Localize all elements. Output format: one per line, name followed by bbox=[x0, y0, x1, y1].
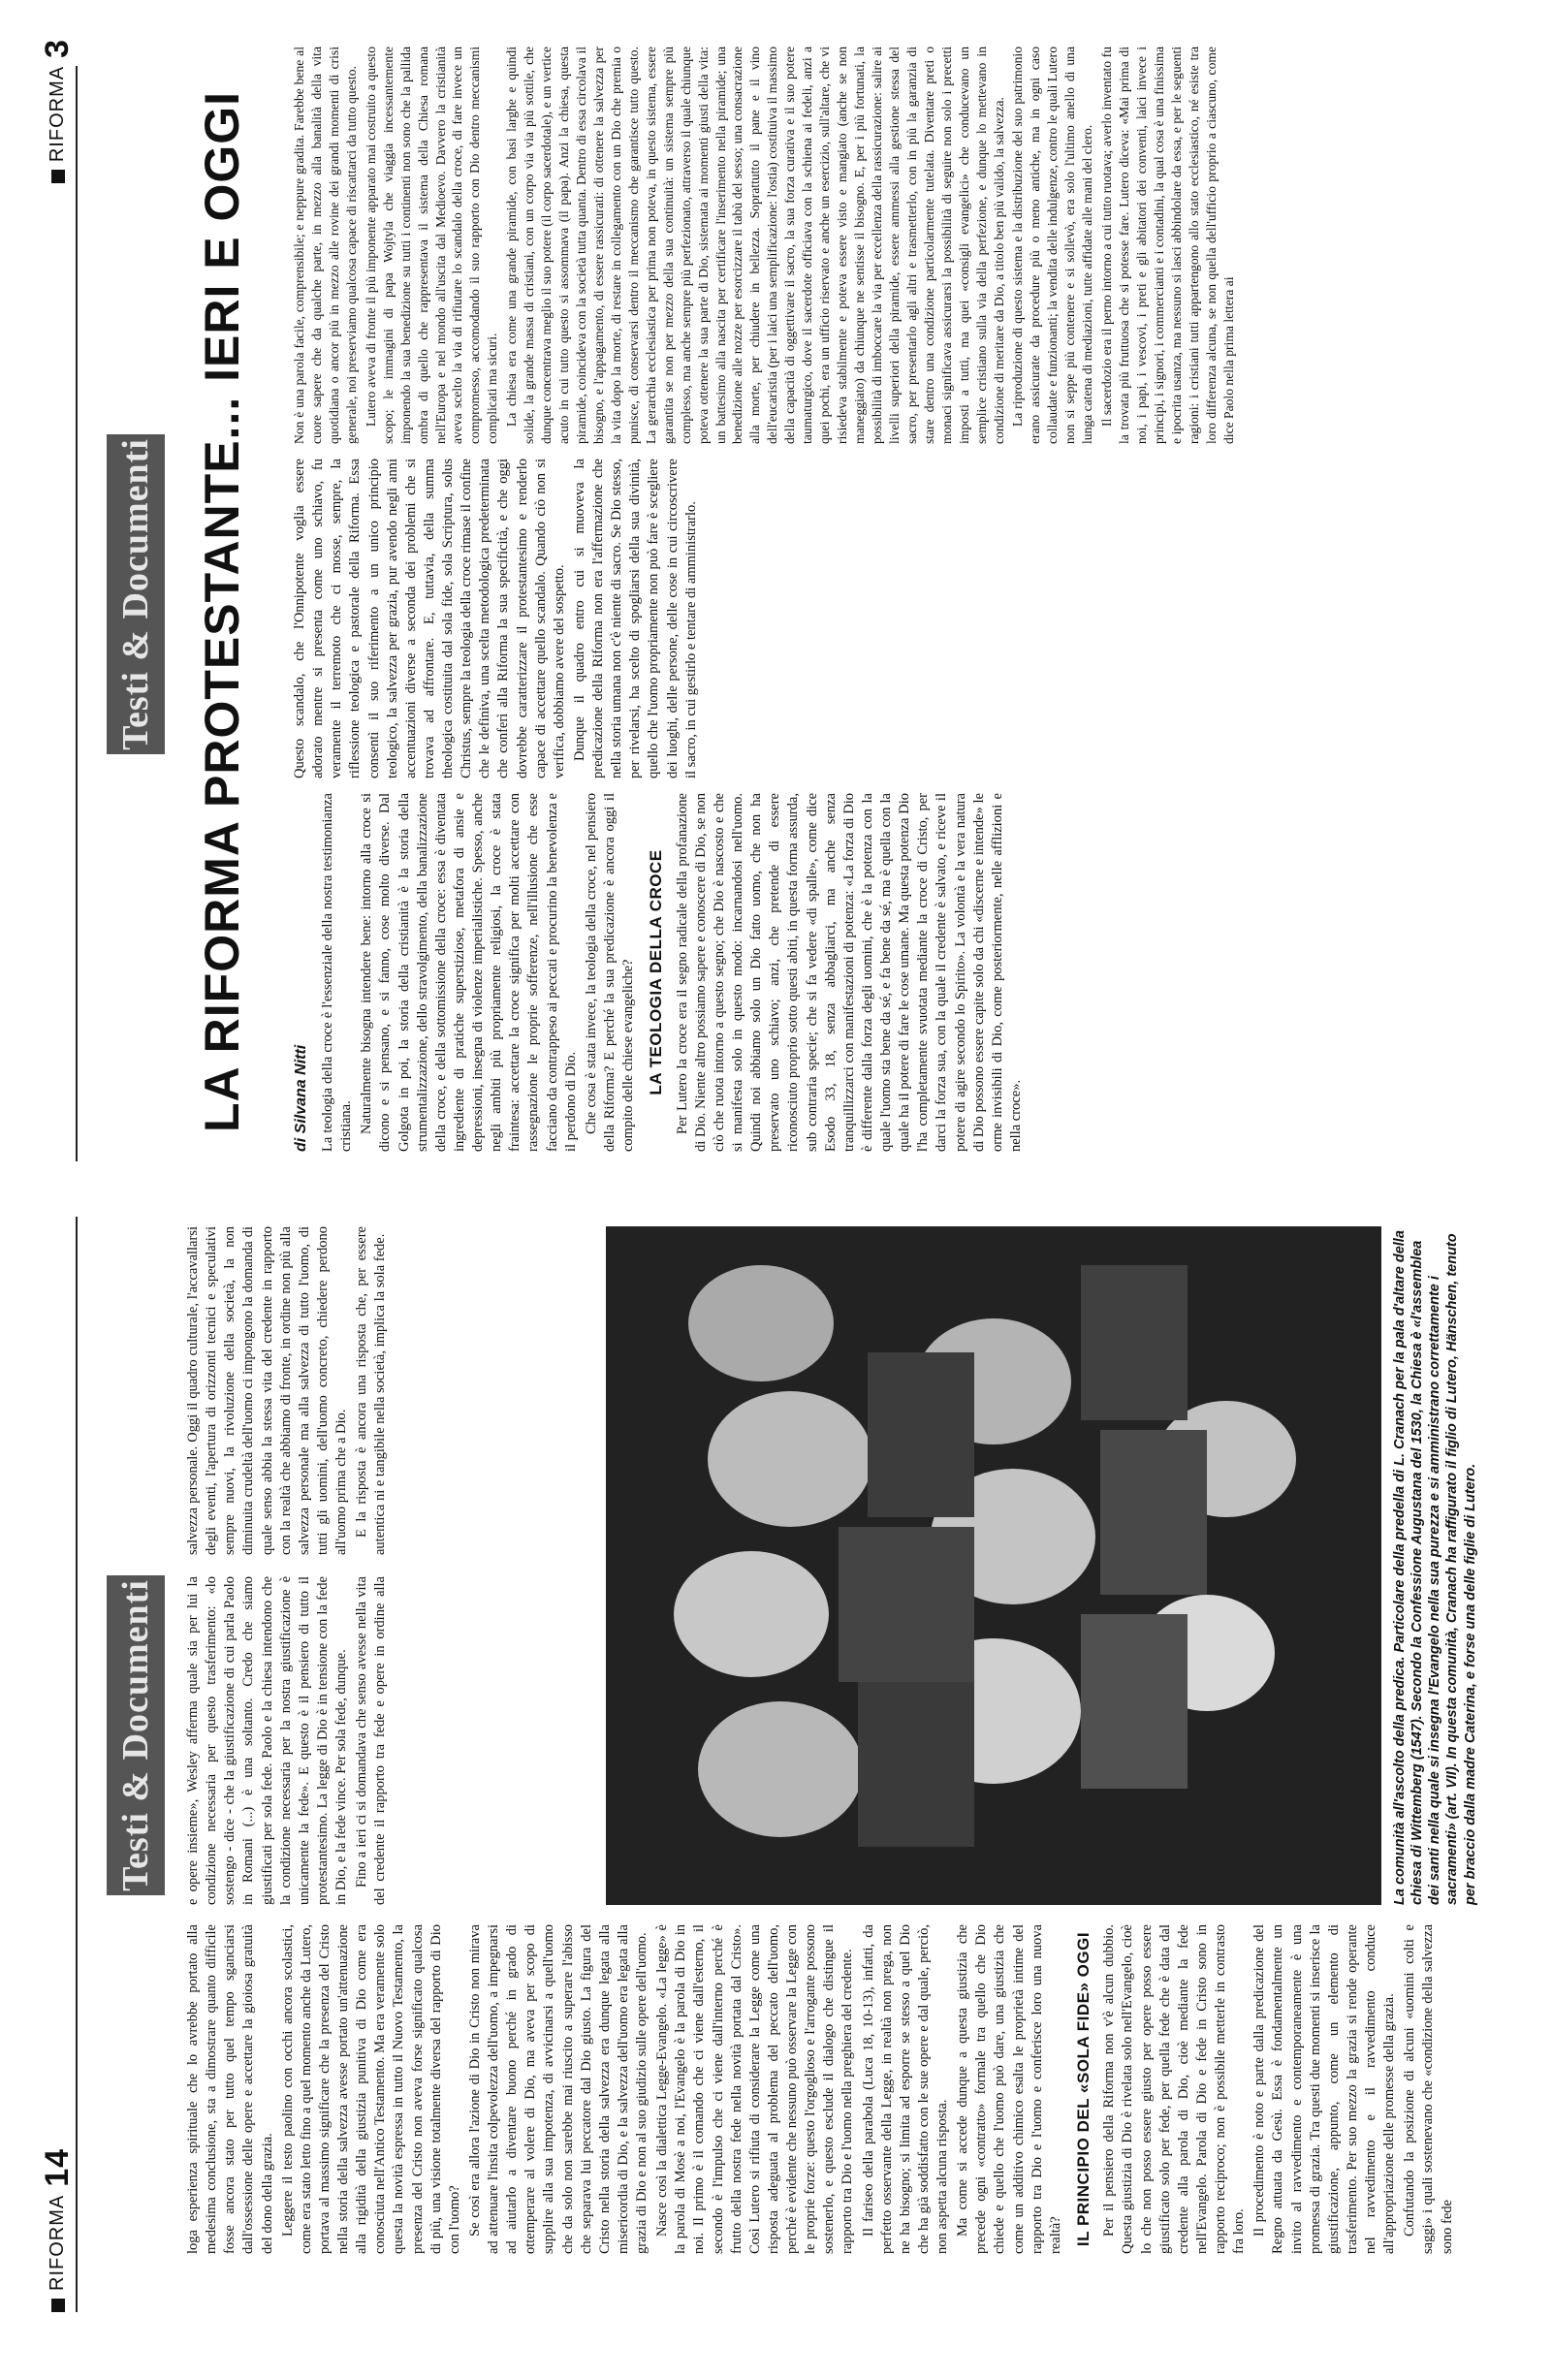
folio-right bbox=[39, 39, 77, 183]
paragraph: Naturalmente bisogna intendere bene: intorno alla croce si dicono e si pensano, e si fanno, cose molto diverse. Dal Golgota in poi, la storia della cristianità è la storia della strumentalizzazione, dello stravolgimento, della banalizzazione della croce, e della sottomissione della croce: essa è diventata ingrediente di pratiche superstiziose, metafora di ansie e depressioni, insegna di violenze imperialistiche. Spesso, anche negli ambiti più propriamente religiosi, la croce è stata fraintesa: accettare la croce significa per molti accettare con rassegnazione le proprie sofferenze, nell'illusione che esse facciano da contrappeso ai peccati e procurino la benevolenza e il perdono di Dio. bbox=[359, 793, 579, 1152]
paragraph: La chiesa era come una grande piramide, con basi larghe e quindi solide, la grande massa di cristiani, con un corpo via via più sottile, che dunque concentrava meglio il suo potere (il corpo sacerdotale), e un vertice acuto in cui tutto questo si assommava (il papa). Anzi la chiesa, questa piramide, coincideva con la società tutta quanta. Dentro di essa circolava il bisogno, e l'appagamento, di essere rassicurati: di ottenere la salvezza per la vita dopo la morte, di restare in collegamento con un Dio che premia o punisce, di conservarsi dentro il meccanismo che garantisce tutto questo. La gerarchia ecclesiastica per prima non poteva, in questo sistema, essere garantita se non per mezzo della sua continuità: un sistema sempre più complesso, ma anche sempre più perfezionato, attraverso il quale chiunque poteva ottenere la sua parte di Dio, sistemata ai momenti giusti della vita: un battesimo alla nascita per certificare l'inserimento nella piramide; una benedizione alle nozze per esorcizzare il tabù del sesso; una consacrazione alla morte, per chiudere in bellezza. Soprattutto il pane e il vino dell'eucaristia (per i laici una semplificazione: l'ostia) costituiva il massimo della capacità di oggettivare il sacro, la sua forza curativa e il suo potere taumaturgico, dove il sacerdote officiava con la schiena ai fedeli, anzi a quei pochi, era un ufficio riservato e anche un esercizio, sull'altare, che vi risiedeva stabilmente e poteva essere visto e mangiato (anche se non maneggiato) da chiunque ne sentisse il bisogno. E, per i più fortunati, la possibilità di imboccare la via per eccellenza della rassicurazione: salire ai livelli superiori della piramide, essere ammessi alla gestione stessa del sacro, per presentarlo agli altri e trasmetterlo, con in più la garanzia di stare dentro una condizione particolarmente tutelata. Diventare preti o monaci significava assicurarsi la possibilità di seguire non solo i precetti imposti a tutti, ma quei «consigli evangelici» che conducevano un semplice cristiano sulla via della perfezione, e dunque lo mettevano in condizione di meritare da Dio, a titolo ben più valido, la salvezza. bbox=[504, 47, 1006, 444]
paragraph: Questo scandalo, che l'Onnipotente voglia essere adorato mentre si presenta come uno schiavo, fu veramente il terremoto che ci mosse, sempre, la riflessione teologica e pastorale della Riforma. Essa consentì il suo riferimento a un unico principio teologico, la salvezza per grazia, pur avendo negli anni accentuazioni diverse a seconda dei problemi che si trovava ad affrontare. E, tuttavia, della summa theologica costituita dal sola fide, sola Scriptura, solus Christus, sempre la teologia della croce rimase il confine che le definiva, una scelta metodologica predeterminata che conferì alla Riforma la sua specificità, e che oggi dovrebbe caratterizzare il protestantesimo e renderlo capace di accettare quello scandalo. Quando ciò non si verifica, dobbiamo avere del sospetto. bbox=[292, 459, 567, 778]
paragraph: Il sacerdozio era il perno intorno a cui tutto ruotava; averlo inventato fu la trovata più fruttuosa che si potesse fare. Lutero diceva: «Mai prima di noi, i papi, i vescovi, i preti e gli abitatori dei conventi, laici invece i principi, i signori, i commercianti e i contadini, la qual cosa è una finissima e ipocrita usanza, ma nessuno si lasci abbindolare da essa, e per le seguenti ragioni: i cristiani tutti appartengono allo stato ecclesiastico, né esiste tra loro differenza alcuna, se non quella dell'ufficio proprio a ciascuno, come dice Paolo nella prima lettera ai bbox=[1099, 47, 1236, 444]
right-column-1 bbox=[291, 793, 1541, 1152]
paragraph: e opere insieme», Wesley afferma quale sia per lui la condizione necessaria per questo trasferimento: «lo sostengo - dice - che la giustificazione di cui parla Paolo in Romani (...) è una soltanto. Credo che siamo giustificati per sola fede. Paolo e la chiesa intendono che la condizione necessaria per la nostra giustificazione è unicamente la fede». E questo è il pensiero di tutto il protestantesimo. La legge di Dio è in tensione con la fede in Dio, e la fede vince. Per sola fede, dunque. bbox=[185, 1576, 349, 1905]
paragraph: Per Lutero la croce era il segno radicale della profanazione di Dio. Niente altro possiamo sapere e conoscere di Dio, se non ciò che ruota intorno a questo segno; che Dio è nascosto e che si manifesta solo in questo modo: incarnandosi nell'uomo. Quindi noi abbiamo solo un Dio fatto uomo, che non ha preservato uno schiavo; anzi, che pretende di essere riconosciuto proprio sotto questi abiti, in questa forma assurda, sub contraria specie; che si fa vedere «di spalle», come dice Esodo 33, 18, senza abbagliarci, ma anche senza tranquillizzarci con manifestazioni di potenza: «La forza di Dio è differente dalla forza degli uomini, che è la potenza con la quale l'uomo sta bene da sé, e fa bene da sé, ma è quella con la quale ha il potere di fare le cose umane. Ma questa potenza Dio l'ha completamente svuotata mediante la croce di Cristo, per darci la forza sua, con la quale il credente è salvato, e riceve il potere di agire secondo lo Spirito». La volontà e la vera natura di Dio possono essere capite solo da chi «discerne e intende» le orme invisibili di Dio, come posteriormente, nelle afflizioni e nella croce». bbox=[674, 793, 1024, 1152]
right-column-2 bbox=[291, 459, 1541, 778]
subheading: IL PRINCIPIO DEL «SOLA FIDE» OGGI bbox=[1073, 1931, 1093, 2247]
folio-square-icon bbox=[51, 170, 65, 183]
paragraph: Fino a ieri ci si domandava che senso avesse nella vita del credente il rapporto tra fede e opere in ordine alla salvezza personale. Oggi il quadro culturale, l'accavallarsi degli eventi, l'apertura di orizzonti tecnici e speculativi sempre nuovi, la rivoluzione della società, la non diminuita crudeltà dell'uomo ci impongono la domanda di quale senso abbia la stessa vita del credente in rapporto con la realtà che abbiamo di fronte, in ordine non più alla salvezza personale ma alla salvezza di tutto l'uomo, di tutti gli uomini, dell'uomo concreto, chiedere perdono all'uomo prima che a Dio. bbox=[185, 1226, 389, 1905]
paragraph: Nasce così la dialettica Legge-Evangelo. «La legge» è la parola di Mosè a noi, l'Evangelo è la parola di Dio in noi. Il primo è il comando che ci viene dall'esterno, il secondo è l'impulso che ci viene dall'interno perché è frutto della nostra fede nella novità portata dal Cristo». Così Lutero si rifiuta di considerare la Legge come una risposta adeguata al problema del peccato dell'uomo, perché è evidente che nessuno può osservare la Legge con le proprie forze: questo l'orgoglioso e l'arrogante possono sostenerlo, e questo esclude il dialogo che distingue il rapporto tra Dio e l'uomo nella preghiera del credente. bbox=[654, 1924, 856, 2254]
paragraph: Confutando la posizione di alcuni «uomini colti e saggi» i quali sostenevano che «condizione della salvezza sono fede bbox=[1402, 1924, 1455, 2254]
left-column-2 bbox=[184, 1226, 591, 1905]
paragraph: E la risposta è ancora una risposta che, per essere autentica ni e tangibile nella società, implica la sola fede. bbox=[354, 1226, 389, 1555]
paragraph: Ma come si accede dunque a questa giustizia che precede ogni «contratto» formale tra quello che Dio chiede e quello che l'uomo può dare, una giustizia che come un additivo chimico esalta le proprietà intime del rapporto tra Dio e l'uomo e conferisce loro una nuova realtà? bbox=[955, 1924, 1063, 2254]
paragraph: Se così era allora l'azione di Dio in Cristo non mirava ad attenuare l'insita colpevolezza dell'uomo, a impegnarsi ad aiutarlo a diventare buono perché in grado di ottemperare al volere di Dio, ma aveva per scopo di supplire alla sua impotenza, di avvicinarsi a quell'uomo che da solo non sarebbe mai riuscito a superare l'abisso che separava lui peccatore dal Dio giusto. La figura del Cristo nella storia della salvezza era dunque legata alla misericordia di Dio, e la salvezza dell'uomo era legata alla grazia di Dio e non al suo giudizio sulle opere dell'uomo. bbox=[466, 1924, 649, 2254]
byline: di Silvana Nitti bbox=[293, 1044, 309, 1152]
folio-left bbox=[39, 2148, 77, 2312]
cranach-predella-photo bbox=[606, 1226, 1381, 1905]
paragraph: Non è una parola facile, comprensibile; e neppure gradita. Farebbe bene al cuore sapere che da qualche parte, in mezzo alla banalità della vita quotidiana o ancor più in mezzo alle rovine dei grandi momenti di crisi generale, noi preserviamo qualcosa capace di riscattarci da tutto questo. bbox=[292, 47, 359, 444]
headline: LA RIFORMA PROTESTANTE... IERI E OGGI bbox=[195, 90, 249, 1132]
folio-number: 3 bbox=[39, 39, 76, 58]
paragraph: Il procedimento è noto e parte dalla predicazione del Regno attuata da Gesù. Essa è fondamentalmente un invito al ravvedimento e contemporaneamente è una promessa di grazia. Tra questi due momenti si inserisce la giustificazione, appunto, come un elemento di trasferimento. Per suo mezzo la grazia si rende operante nel ravvedimento e il ravvedimento conduce all'appropriazione delle promesse della grazia. bbox=[1251, 1924, 1398, 2254]
paragraph: La riproduzione di questo sistema e la distribuzione del suo patrimonio erano assicurate da procedure più o meno antiche, ma in ogni caso collaudate e funzionanti; la vendita delle indulgenze, contro le quali Lutero non si seppe più contenere e si sollevò, era solo l'ultimo anello di una lunga catena di mediazioni, tutte affidate alle mani del clero. bbox=[1010, 47, 1095, 444]
subheading: LA TEOLOGIA DELLA CROCE bbox=[647, 849, 666, 1095]
page-14 bbox=[0, 1190, 1552, 2380]
section-tab-label: Testi & Documenti bbox=[115, 438, 156, 750]
paragraph: Il fariseo della parabola (Luca 18, 10-13), infatti, da perfetto osservante della Legge, in realtà non prega, non ne ha bisogno; si limita ad esporre se stesso a quel Dio che ha già soddisfatto con le sue opere e dal quale, perciò, non aspetta alcuna risposta. bbox=[860, 1924, 950, 2254]
section-tab-right bbox=[107, 434, 165, 754]
folio-label: RIFORMA bbox=[47, 2194, 68, 2291]
paragraph: La teologia della croce è l'essenziale della nostra testimonianza cristiana. bbox=[320, 793, 355, 1152]
right-column-3 bbox=[291, 47, 1541, 444]
folio-number: 14 bbox=[39, 2147, 76, 2187]
top-rule-left bbox=[76, 1217, 78, 2312]
paragraph: Lutero aveva di fronte il più imponente apparato mai costruito a questo scopo; le immagini di papa Wojtyla che viaggia incessantemente imponendo la sua benedizione su tutti i continenti non sono che la pallida ombra di quello che rappresentava il sistema della Chiesa romana nell'Europa e nel mondo all'uscita dal Medioevo. Davvero la cristianità aveva scelto la via di rifiutare lo scandalo della croce, di fare invece un compromesso, accomodando il suo rapporto con Dio dentro meccanismi complicati ma sicuri. bbox=[363, 47, 500, 444]
photo-illustration bbox=[606, 1226, 1381, 1905]
paragraph: loga esperienza spirituale che lo avrebbe portato alla medesima conclusione, sta a dimostrare quanto difficile fosse ancora stato per tutto quel tempo sganciarsi dall'ossessione delle opere e accettare la gioiosa gratuità del dono della grazia. bbox=[185, 1924, 275, 2254]
paragraph: Per il pensiero della Riforma non v'è alcun dubbio. Questa giustizia di Dio è rivelata solo nell'Evangelo, cioè lo che non posso essere giusto per opere posso essere giustificato solo per fede, per quella fede che è data dal credente alla parola di Dio, cioè mediante la fede nell'Evangelo. Parola di Dio e fede in Cristo sono in rapporto reciproco; non è possibile metterle in contrasto fra loro. bbox=[1101, 1924, 1248, 2254]
left-column-1 bbox=[184, 1924, 1473, 2254]
folio-label: RIFORMA bbox=[47, 65, 68, 163]
section-tab-left bbox=[107, 1575, 165, 1895]
section-tab-label: Testi & Documenti bbox=[115, 1579, 156, 1891]
paragraph: Dunque il quadro entro cui si muoveva la predicazione della Riforma non era l'affermazione che nella storia umana non c'è niente di sacro. Se Dio stesso, per rivelarsi, ha scelto di spogliarsi della sua divinità, quello che l'uomo propriamente non può fare è scegliere dei luoghi, delle persone, delle cose in cui circoscrivere il sacro, in cui gestirlo e tentare di amministrarlo. bbox=[571, 459, 699, 778]
photo-caption: La comunità all'ascolto della predica. Particolare della predella di L. Cranach per la pala d'altare della chiesa di Wittemberg (1547). Secondo la Confessione Augustana del 1530, la Chiesa è «l'assemblea dei santi nella quale si insegna l'Evangelo nella sua purezza e si amministrano correttamente i sacramenti» (art. VII). In questa comunità, Cranach ha raffigurato il figlio di Lutero, Hänschen, tenuto per braccio dalla madre Caterina, e forse una delle figlie di Lutero. bbox=[1392, 1230, 1478, 1905]
top-rule-right bbox=[76, 66, 78, 1161]
folio-square-icon bbox=[51, 2299, 65, 2312]
paragraph: Leggere il testo paolino con occhi ancora scolastici, come era stato letto fino a quel momento anche da Lutero, portava al massimo significare che la presenza del Cristo nella storia della salvezza avesse portato un'attenuazione alla rigidità della giustizia punitiva di Dio come era conosciuta nell'Antico Testamento. Ma era veramente solo questa la novità espressa in tutto il Nuovo Testamento, la presenza del Cristo non aveva forse significato qualcosa di più, una visione totalmente diversa del rapporto di Dio con l'uomo? bbox=[279, 1924, 462, 2254]
paragraph: Che cosa è stata invece, la teologia della croce, nel pensiero della Riforma? E perché la sua predicazione è ancora oggi il compito delle chiese evangeliche? bbox=[583, 793, 637, 1152]
